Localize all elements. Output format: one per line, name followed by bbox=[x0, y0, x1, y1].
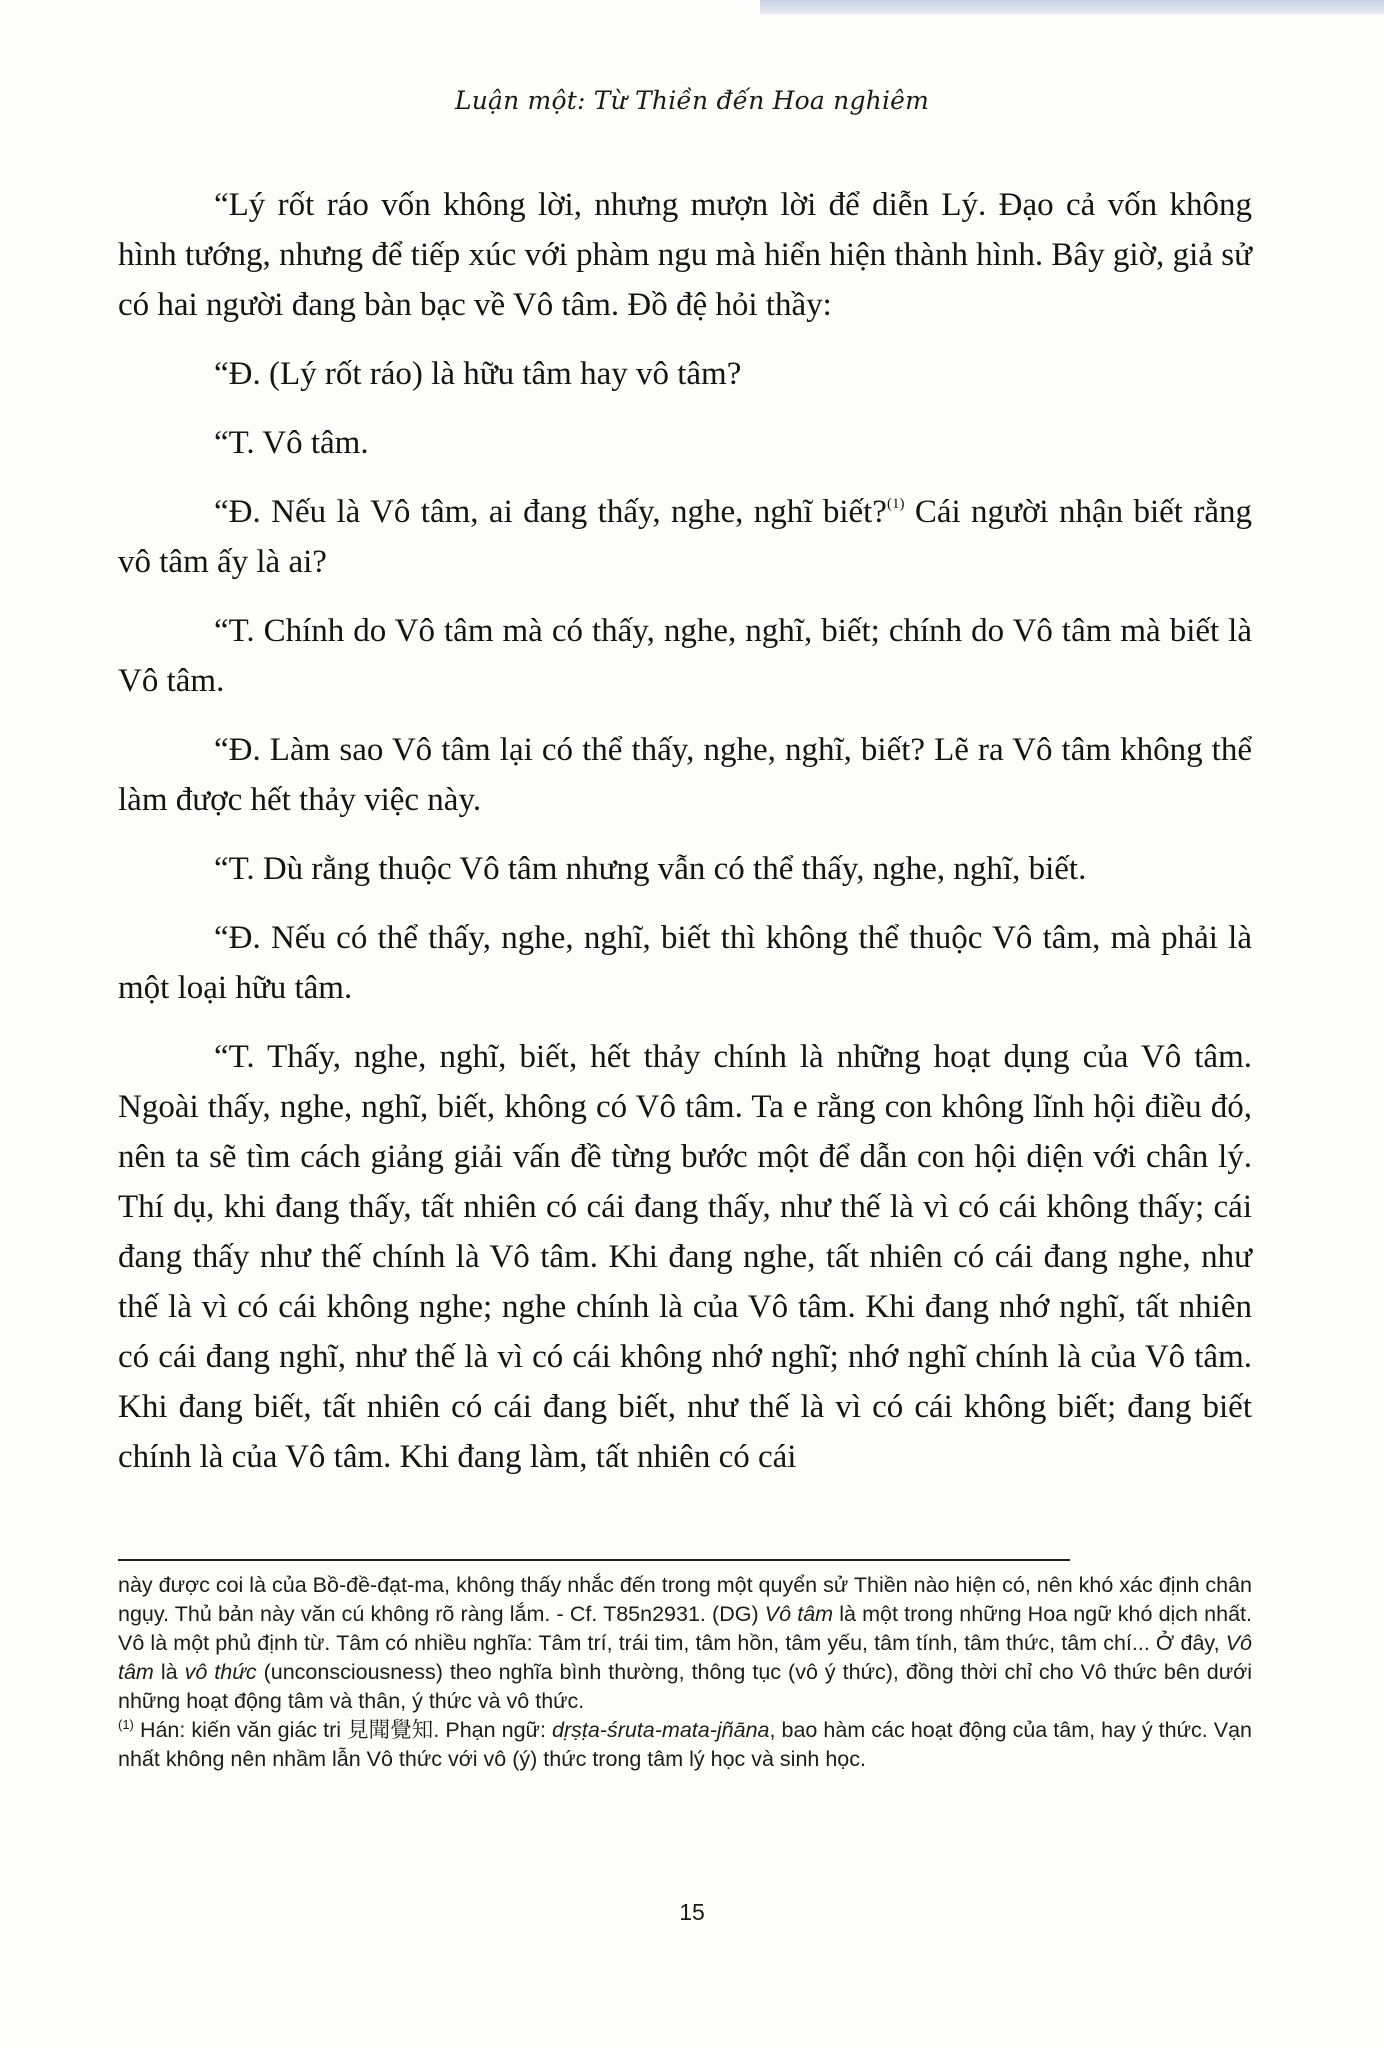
paragraph-2: “Đ. (Lý rốt ráo) là hữu tâm hay vô tâm? bbox=[214, 356, 742, 392]
footnote-1-text-a: Hán: kiến văn giác tri 見聞覺知. Phạn ngữ: bbox=[139, 1718, 546, 1742]
footnote-continued-text-2: là một trong những Hoa ngữ khó dịch nhất. Vô là một phủ định từ. Tâm có nhiều nghĩa: Tâm trí, trái tim, tâm hồn, tâm yếu, tâm tính, tâm thức, tâm chí... Ở đây, bbox=[118, 1602, 1252, 1655]
paragraph-1: “Lý rốt ráo vốn không lời, nhưng mượn lời để diễn Lý. Đạo cả vốn không hình tướng, nhưng để tiếp xúc với phàm ngu mà hiển hiện thành hình. Bây giờ, giả sử có hai người đang bàn bạc về Vô tâm. Đồ đệ hỏi thầy: bbox=[118, 187, 1252, 323]
footnote-divider bbox=[118, 1559, 1070, 1561]
footnotes bbox=[118, 1571, 1252, 1774]
paragraph-4-text-a: “Đ. Nếu là Vô tâm, ai đang thấy, nghe, nghĩ biết? bbox=[214, 494, 887, 530]
paragraph-4-text-b: Cái người nhận biết rằng vô tâm ấy là ai? bbox=[118, 494, 1252, 580]
footnote-term-vo-tam-2: Vô tâm bbox=[118, 1631, 1252, 1684]
footnote-1-text-b: , bao hàm các hoạt động của tâm, hay ý thức. Vạn nhất không nên nhầm lẫn Vô thức với vô (ý) thức trong tâm lý học và sinh học. bbox=[118, 1718, 1253, 1771]
running-header: Luận một: Từ Thiền đến Hoa nghiêm bbox=[454, 86, 930, 115]
footnote-continued-text-3: là bbox=[160, 1660, 178, 1684]
page-number: 15 bbox=[679, 1899, 705, 1925]
main-text bbox=[118, 180, 1252, 1482]
footnote-continued-text-4: (unconsciousness) theo nghĩa bình thường, thông tục (vô ý thức), đồng thời chỉ cho Vô thức bên dưới những hoạt động tâm và thân, ý thức và vô thức. bbox=[118, 1660, 1252, 1713]
paragraph-8: “Đ. Nếu có thể thấy, nghe, nghĩ, biết thì không thể thuộc Vô tâm, mà phải là một loại hữu tâm. bbox=[118, 920, 1252, 1006]
scan-edge-strip bbox=[760, 0, 1384, 14]
footnote-continued-text: này được coi là của Bồ-đề-đạt-ma, không thấy nhắc đến trong một quyển sử Thiền nào hiện có, nên khó xác định chân ngụy. Thủ bản này văn cú không rõ ràng lắm. - Cf. T85n2931. (DG) bbox=[118, 1573, 1252, 1626]
footnote-term-vo-thuc: vô thức bbox=[184, 1660, 257, 1684]
footnote-continued bbox=[118, 1571, 1252, 1716]
footnote-1-marker: (1) bbox=[118, 1717, 134, 1732]
paragraph-4 bbox=[118, 487, 1252, 587]
footnote-term-vo-tam: Vô tâm bbox=[764, 1602, 834, 1626]
paragraph-3: “T. Vô tâm. bbox=[214, 425, 369, 461]
footnote-1-term: dṛṣṭa-śruta-mata-jñāna bbox=[552, 1718, 770, 1742]
footnote-reference[interactable]: (1) bbox=[886, 496, 905, 512]
paragraph-7: “T. Dù rằng thuộc Vô tâm nhưng vẫn có thể thấy, nghe, nghĩ, biết. bbox=[214, 851, 1087, 887]
paragraph-5: “T. Chính do Vô tâm mà có thấy, nghe, nghĩ, biết; chính do Vô tâm mà biết là Vô tâm. bbox=[118, 613, 1252, 699]
paragraph-9: “T. Thấy, nghe, nghĩ, biết, hết thảy chính là những hoạt dụng của Vô tâm. Ngoài thấy, nghe, nghĩ, biết, không có Vô tâm. Ta e rằng con không lĩnh hội điều đó, nên ta sẽ tìm cách giảng giải vấn đề từng bước một để dẫn con hội diện với chân lý. Thí dụ, khi đang thấy, tất nhiên có cái đang thấy, như thế là vì có cái không thấy; cái đang thấy như thế chính là Vô tâm. Khi đang nghe, tất nhiên có cái đang nghe, như thế là vì có cái không nghe; nghe chính là của Vô tâm. Khi đang nhớ nghĩ, tất nhiên có cái đang nghĩ, như thế là vì có cái không nhớ nghĩ; nhớ nghĩ chính là của Vô tâm. Khi đang biết, tất nhiên có cái đang biết, như thế là vì có cái không biết; đang biết chính là của Vô tâm. Khi đang làm, tất nhiên có cái bbox=[118, 1039, 1252, 1475]
paragraph-6: “Đ. Làm sao Vô tâm lại có thể thấy, nghe, nghĩ, biết? Lẽ ra Vô tâm không thể làm được hết thảy việc này. bbox=[118, 732, 1252, 818]
footnote-1 bbox=[118, 1716, 1252, 1774]
